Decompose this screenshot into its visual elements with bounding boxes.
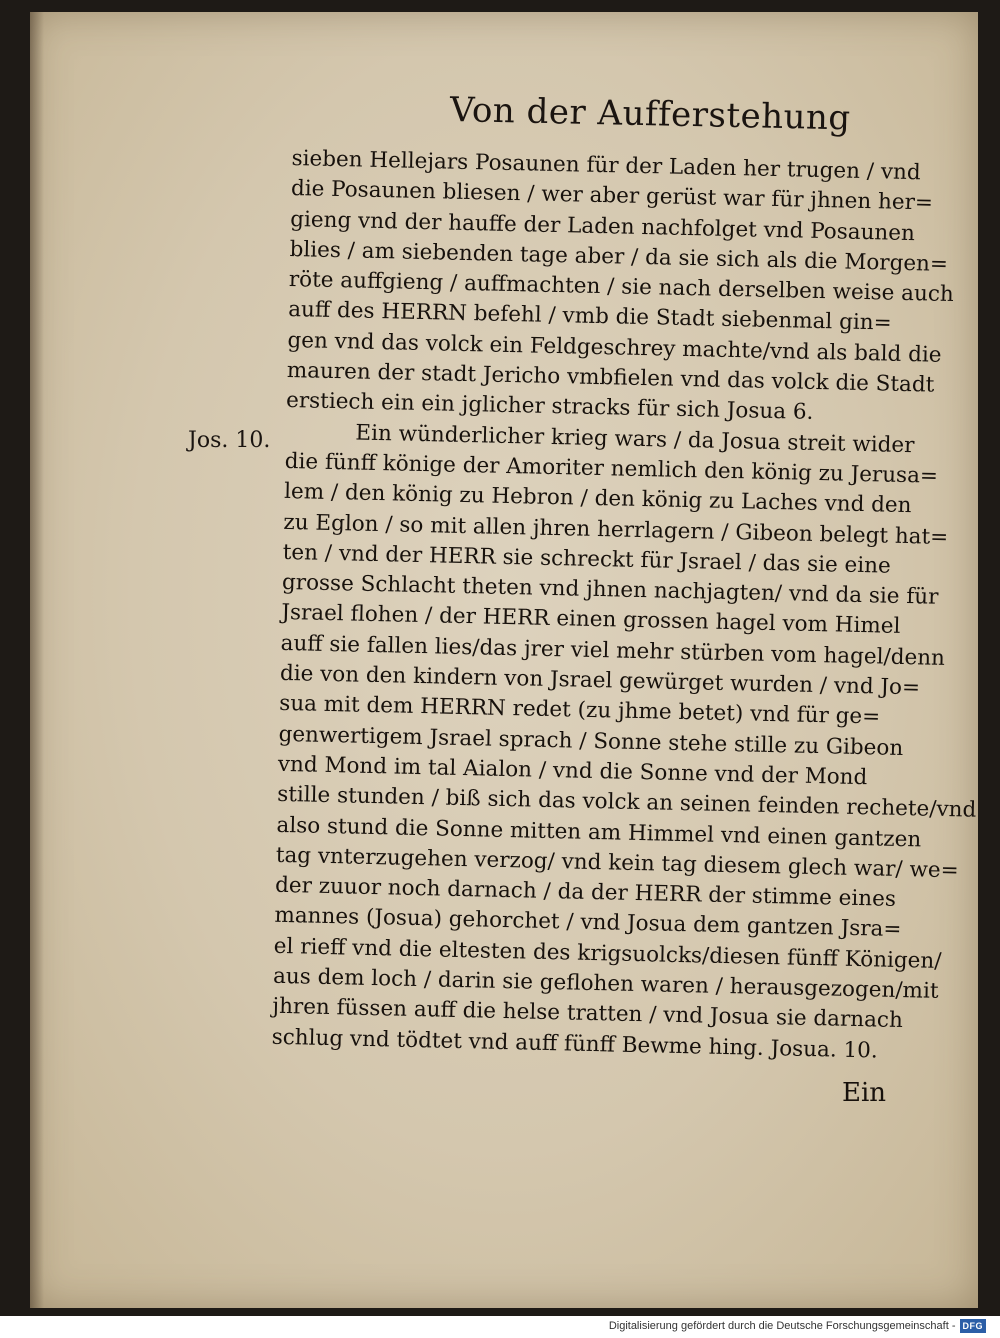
running-head: Von der Aufferstehung xyxy=(449,90,852,139)
text-line: schlug vnd tödtet vnd auff fünff Bewme hing. Josua. 10. xyxy=(271,1024,879,1064)
text-line: auff sie fallen lies/das jrer viel mehr stürben vom hagel/denn xyxy=(280,630,946,671)
text-line: die Posaunen bliesen / wer aber gerüst war für jhnen her= xyxy=(290,176,934,216)
book-page xyxy=(30,12,978,1308)
footer-credit: Digitalisierung gefördert durch die Deutsche Forschungsgemeinschaft - xyxy=(608,1320,956,1332)
paragraph-start-line: Ein wünderlicher krieg wars / da Josua streit wider xyxy=(355,420,915,458)
dfg-logo: DFG xyxy=(960,1319,987,1333)
text-line: also stund die Sonne mitten am Himmel vnd einen gantzen xyxy=(276,812,922,852)
text-line: blies / am siebenden tage aber / da sie sich als die Morgen= xyxy=(289,236,949,277)
text-line: ten / vnd der HERR sie schreckt für Jsrael / das sie eine xyxy=(282,539,892,579)
text-line: aus dem loch / darin sie geflohen waren / herausgezogen/mit xyxy=(272,963,939,1004)
text-line: vnd Mond im tal Aialon / vnd die Sonne vnd der Mond xyxy=(277,751,868,791)
catchword: Ein xyxy=(842,1078,887,1108)
text-line: röte auffgieng / auffmachten / sie nach derselben weise auch xyxy=(288,267,955,308)
text-line: gieng vnd der hauffe der Laden nachfolget vnd Posaunen xyxy=(290,206,916,246)
text-line: mannes (Josua) gehorchet / vnd Josua dem gantzen Jsra= xyxy=(274,903,902,943)
text-line: genwertigem Jsrael sprach / Sonne stehe stille zu Gibeon xyxy=(278,721,904,761)
margin-note: Jos. 10. xyxy=(188,428,271,453)
text-line: grosse Schlacht theten vnd jhnen nachjagten/ vnd da sie für xyxy=(281,570,939,610)
body-text xyxy=(271,144,977,1067)
text-line: el rieff vnd die eltesten des krigsuolcks/diesen fünff Königen/ xyxy=(273,933,942,974)
text-line: die von den kindern von Jsrael gewürget wurden / vnd Jo= xyxy=(279,660,921,701)
text-line: zu Eglon / so mit allen jhren herrlagern / Gibeon belegt hat= xyxy=(283,509,949,550)
text-line: sieben Hellejars Posaunen für der Laden her trugen / vnd xyxy=(291,145,921,186)
text-line: Jsrael flohen / der HERR einen grossen hagel vom Himel xyxy=(281,600,901,640)
text-line: der zuuor noch darnach / da der HERR der stimme eines xyxy=(274,872,897,913)
text-line: tag vnterzugehen verzog/ vnd kein tag diesem glech war/ we= xyxy=(275,842,959,884)
text-line: lem / den könig zu Hebron / den könig zu Laches vnd den xyxy=(283,479,912,519)
text-line: stille stunden / biß sich das volck an seinen feinden rechete/vnd xyxy=(276,782,977,823)
text-line: mauren der stadt Jericho vmbfielen vnd das volck die Stadt xyxy=(286,358,935,398)
text-line: erstiech ein ein jglicher stracks für sich Josua 6. xyxy=(285,388,814,426)
text-line: auff des HERRN befehl / vmb die Stadt siebenmal gin= xyxy=(287,297,892,337)
text-line: sua mit dem HERRN redet (zu jhme betet) vnd für ge= xyxy=(279,691,881,730)
text-line: jhren füssen auff die helse tratten / vnd Josua sie darnach xyxy=(272,994,904,1034)
digitization-footer xyxy=(609,1316,986,1336)
text-line: gen vnd das volck ein Feldgeschrey machte/vnd als bald die xyxy=(287,327,942,368)
text-line: die fünff könige der Amoriter nemlich den könig zu Jerusa= xyxy=(284,448,939,489)
